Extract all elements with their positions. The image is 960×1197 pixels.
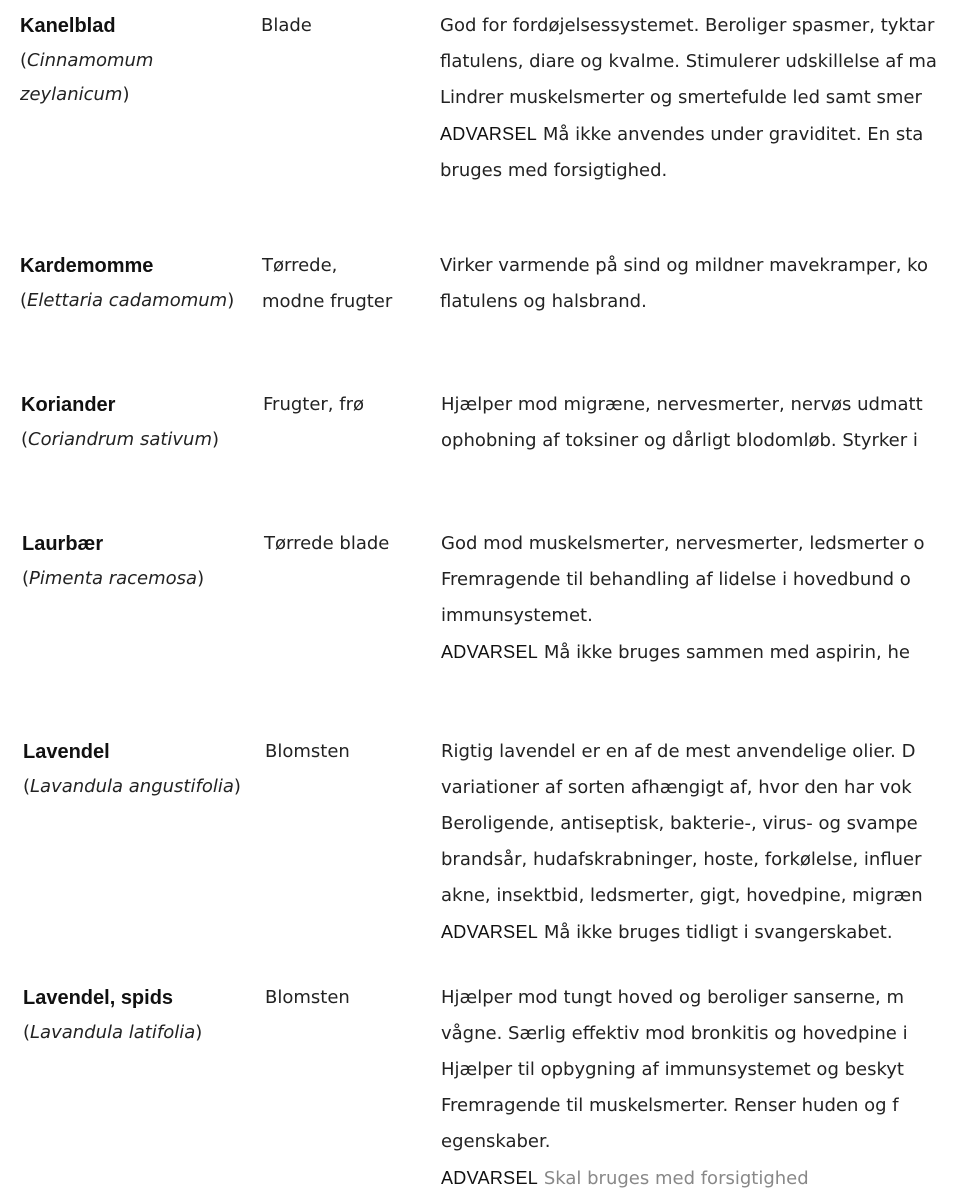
description-line: immunsystemet. xyxy=(441,605,593,626)
warning-text: Skal bruges med forsigtighed xyxy=(543,1168,809,1189)
plant-part-column xyxy=(265,980,435,1016)
warning-line xyxy=(441,634,960,671)
plant-name: Laurbær xyxy=(22,533,104,555)
description-line: Lindrer muskelsmerter og smertefulde led samt smer xyxy=(440,87,922,108)
plant-part-column xyxy=(262,248,432,320)
description-line: akne, insektbid, ledsmerter, gigt, hovedpine, migræn xyxy=(441,885,923,906)
warning-label: ADVARSEL xyxy=(441,1168,539,1188)
latin-paren-close: ) xyxy=(197,568,205,589)
description-line: brandsår, hudafskrabninger, hoste, forkølelse, influer xyxy=(441,849,922,870)
plant-name-column xyxy=(20,248,260,318)
latin-name xyxy=(22,562,262,596)
plant-part-line: Tørrede, xyxy=(262,255,338,276)
description-line: God for fordøjelsessystemet. Beroliger spasmer, tyktar xyxy=(440,15,935,36)
latin-name-line: zeylanicum xyxy=(20,84,123,105)
latin-name xyxy=(20,284,260,318)
latin-name-line: Lavandula latifolia xyxy=(30,1022,196,1043)
description-column xyxy=(440,8,960,189)
description-line: God mod muskelsmerter, nervesmerter, ledsmerter o xyxy=(441,533,925,554)
latin-paren-open: ( xyxy=(20,50,28,71)
plant-part-line: Frugter, frø xyxy=(263,394,365,415)
plant-part-line: Blomsten xyxy=(265,987,350,1008)
plant-name-column xyxy=(20,8,260,112)
description-line: flatulens, diare og kvalme. Stimulerer udskillelse af ma xyxy=(440,51,937,72)
plant-name: Lavendel, spids xyxy=(23,987,174,1009)
description-line: vågne. Særlig effektiv mod bronkitis og hovedpine i xyxy=(441,1023,908,1044)
plant-part-line: Blade xyxy=(261,15,312,36)
description-column xyxy=(441,387,960,459)
latin-name xyxy=(20,44,260,78)
latin-name xyxy=(23,770,263,804)
latin-paren-close: ) xyxy=(227,290,235,311)
plant-name: Lavendel xyxy=(23,741,110,763)
latin-paren-close: ) xyxy=(212,429,220,450)
description-line: Virker varmende på sind og mildner mavekramper, ko xyxy=(440,255,928,276)
latin-paren-close: ) xyxy=(233,776,241,797)
latin-name xyxy=(23,1016,263,1050)
warning-label: ADVARSEL xyxy=(441,922,539,942)
description-line: Hjælper mod tungt hoved og beroliger sanserne, m xyxy=(441,987,905,1008)
description-column xyxy=(441,980,960,1197)
description-line: Beroligende, antiseptisk, bakterie-, virus- og svampe xyxy=(441,813,918,834)
plant-name-column xyxy=(21,387,261,457)
latin-paren-open: ( xyxy=(22,568,30,589)
plant-part-line: Tørrede blade xyxy=(264,533,390,554)
plant-name: Kanelblad xyxy=(20,15,116,37)
plant-part-line: Blomsten xyxy=(265,741,350,762)
latin-paren-open: ( xyxy=(21,429,29,450)
description-column xyxy=(440,248,960,320)
description-line: variationer af sorten afhængigt af, hvor den har vok xyxy=(441,777,912,798)
warning-line xyxy=(440,116,960,153)
description-line: Hjælper mod migræne, nervesmerter, nervøs udmatt xyxy=(441,394,923,415)
warning-text: Må ikke anvendes under graviditet. En sta xyxy=(542,124,924,145)
latin-name xyxy=(20,78,260,112)
description-column xyxy=(441,734,960,951)
warning-text: Må ikke bruges tidligt i svangerskabet. xyxy=(543,922,893,943)
latin-paren-open: ( xyxy=(23,776,31,797)
plant-name-column xyxy=(22,526,262,596)
plant-name-column xyxy=(23,734,263,804)
latin-paren-open: ( xyxy=(20,290,28,311)
latin-name-line: Lavandula angustifolia xyxy=(30,776,234,797)
description-line: Hjælper til opbygning af immunsystemet og beskyt xyxy=(441,1059,904,1080)
warning-label: ADVARSEL xyxy=(440,124,538,144)
latin-paren-close: ) xyxy=(122,84,130,105)
description-line: flatulens og halsbrand. xyxy=(440,291,647,312)
warning-line xyxy=(441,914,960,951)
latin-name-line: Pimenta racemosa xyxy=(29,568,198,589)
warning-text: Må ikke bruges sammen med aspirin, he xyxy=(543,642,910,663)
plant-part-column xyxy=(265,734,435,770)
plant-part-line: modne frugter xyxy=(262,291,393,312)
warning-text: bruges med forsigtighed. xyxy=(440,160,668,181)
plant-name-column xyxy=(23,980,263,1050)
description-line: ophobning af toksiner og dårligt blodomløb. Styrker i xyxy=(441,430,918,451)
plant-part-column xyxy=(264,526,434,562)
latin-name xyxy=(21,423,261,457)
warning-line xyxy=(441,1160,960,1197)
plant-name: Koriander xyxy=(21,394,116,416)
latin-name-line: Elettaria cadamomum xyxy=(27,290,228,311)
description-column xyxy=(441,526,960,671)
warning-label: ADVARSEL xyxy=(441,642,539,662)
description-line: Fremragende til behandling af lidelse i hovedbund o xyxy=(441,569,911,590)
plant-part-column xyxy=(263,387,433,423)
description-line: Rigtig lavendel er en af de mest anvendelige olier. D xyxy=(441,741,916,762)
latin-name-line: Coriandrum sativum xyxy=(28,429,213,450)
latin-paren-close: ) xyxy=(195,1022,203,1043)
description-line: egenskaber. xyxy=(441,1131,551,1152)
description-line: Fremragende til muskelsmerter. Renser huden og f xyxy=(441,1095,899,1116)
plant-name: Kardemomme xyxy=(20,255,154,277)
plant-part-column xyxy=(261,8,431,44)
latin-name-line: Cinnamomum xyxy=(27,50,154,71)
latin-paren-open: ( xyxy=(23,1022,31,1043)
